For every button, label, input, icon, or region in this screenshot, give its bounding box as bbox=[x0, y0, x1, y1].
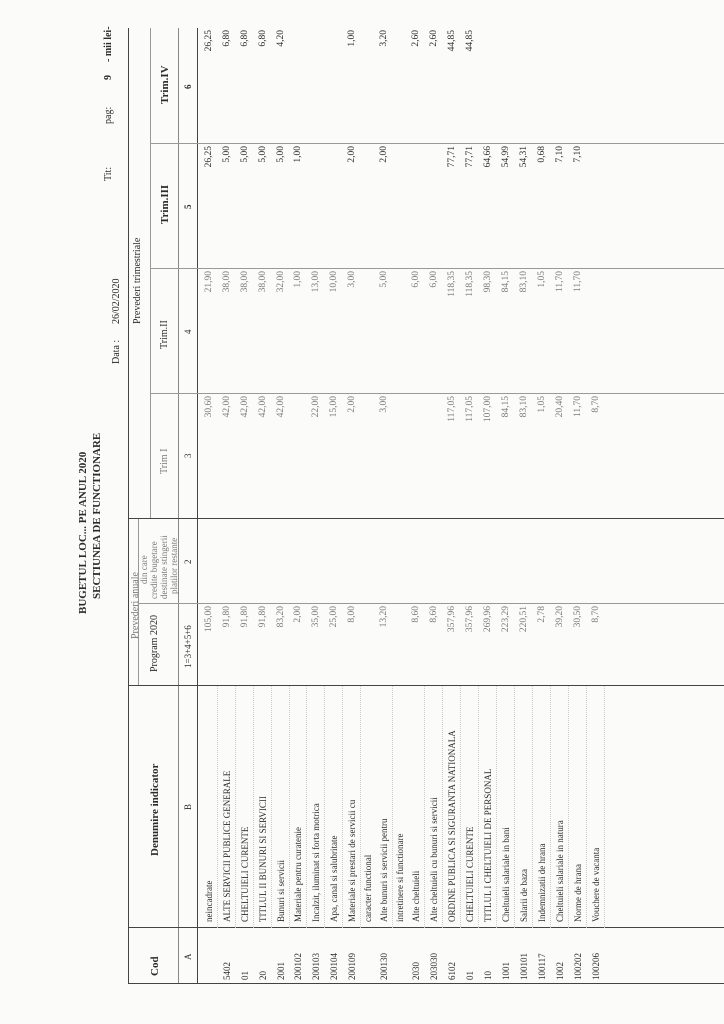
table-left-border bbox=[128, 983, 724, 984]
row-trim1: 83,10 bbox=[519, 396, 529, 418]
row-denumire: TITLUL II BUNURI SI SERVICII bbox=[258, 796, 268, 922]
col-header-denumire: Denumire indicator bbox=[149, 763, 161, 856]
row-trim2: 11,70 bbox=[555, 271, 565, 293]
row-trim3: 26,25 bbox=[204, 146, 214, 168]
col-index-a: A bbox=[183, 953, 193, 960]
table-row bbox=[442, 686, 443, 928]
row-trim1: 84,15 bbox=[501, 396, 511, 418]
row-trim1: 117,05 bbox=[447, 396, 457, 422]
col-divider-trim2 bbox=[150, 268, 724, 269]
row-trim2: 6,00 bbox=[411, 271, 421, 288]
quarter-subheader-line bbox=[150, 28, 151, 519]
row-trim3: 5,00 bbox=[258, 146, 268, 163]
row-cod: 20 bbox=[258, 971, 268, 980]
row-trim3: 54,99 bbox=[501, 146, 511, 168]
table-row bbox=[478, 686, 479, 928]
row-program-2020: 2,00 bbox=[293, 606, 303, 623]
row-program-2020: 8,00 bbox=[347, 606, 357, 623]
row-trim1: 3,00 bbox=[379, 396, 389, 413]
col-header-din-care-3: destinate stingerii bbox=[159, 535, 169, 599]
row-cod: 2030 bbox=[411, 962, 421, 980]
row-trim4: 1,00 bbox=[347, 30, 357, 47]
row-program-2020: 357,96 bbox=[447, 606, 457, 633]
row-trim1: 42,00 bbox=[222, 396, 232, 418]
row-cod: 100101 bbox=[519, 953, 529, 980]
row-trim3: 0,68 bbox=[537, 146, 547, 163]
row-trim3: 5,00 bbox=[276, 146, 286, 163]
row-trim4: 6,80 bbox=[222, 30, 232, 47]
table-row bbox=[586, 686, 587, 928]
row-program-2020: 13,20 bbox=[379, 606, 389, 628]
table-row bbox=[217, 686, 218, 928]
col-index-1: 1=3+4+5+6 bbox=[183, 625, 193, 668]
col-index-6: 6 bbox=[183, 84, 193, 89]
col-header-prevederi-anuale: Prevederi anuale bbox=[130, 572, 141, 639]
row-cod: 01 bbox=[465, 971, 475, 980]
col-divider-program bbox=[138, 603, 724, 604]
row-denumire: Alte cheltuieli bbox=[411, 870, 421, 922]
header-separator bbox=[178, 28, 179, 984]
row-cod: 1002 bbox=[555, 962, 565, 980]
date-value: 26/02/2020 bbox=[111, 278, 122, 324]
row-program-2020: 8,70 bbox=[591, 606, 601, 623]
row-trim4: 3,20 bbox=[379, 30, 389, 47]
row-trim1: 1,05 bbox=[537, 396, 547, 413]
row-cod: 200102 bbox=[293, 953, 303, 980]
row-cod: 5402 bbox=[222, 962, 232, 980]
row-trim3: 2,00 bbox=[379, 146, 389, 163]
row-denumire: Alte cheltuieli cu bunuri si servicii bbox=[429, 797, 439, 922]
col-index-4: 4 bbox=[183, 329, 193, 334]
row-program-2020: 91,80 bbox=[240, 606, 250, 628]
col-index-2: 2 bbox=[183, 559, 193, 564]
row-denumire: Materiale pentru curatenie bbox=[293, 827, 303, 922]
table-row bbox=[289, 686, 290, 928]
row-trim2: 1,05 bbox=[537, 271, 547, 288]
row-denumire: Alte bunuri si servicii pentru bbox=[379, 818, 389, 922]
row-trim3: 54,31 bbox=[519, 146, 529, 168]
row-cod: 200130 bbox=[379, 953, 389, 980]
row-denumire: Cheltuieli salariale in bani bbox=[501, 827, 511, 922]
row-trim4: 26,25 bbox=[204, 30, 214, 52]
row-trim2: 118,35 bbox=[447, 271, 457, 297]
table-row bbox=[253, 686, 254, 928]
page-number: 9 bbox=[103, 75, 114, 80]
row-denumire: Indemnizatii de hrana bbox=[537, 843, 547, 922]
col-header-prevederi-trimestriale: Prevederi trimestriale bbox=[132, 237, 143, 324]
row-trim1: 107,00 bbox=[483, 396, 493, 423]
row-trim3: 7,10 bbox=[573, 146, 583, 163]
col-index-3: 3 bbox=[183, 453, 193, 458]
row-trim3: 2,00 bbox=[347, 146, 357, 163]
row-denumire: Apa, canal si salubritate bbox=[329, 835, 339, 922]
table-row bbox=[235, 686, 236, 928]
row-denumire: Incalzit, iluminat si forta motrica bbox=[311, 803, 321, 922]
row-denumire: Cheltuieli salariale in natura bbox=[555, 820, 565, 922]
date-label: Data : bbox=[111, 339, 122, 364]
table-row bbox=[550, 686, 551, 928]
row-trim2: 84,15 bbox=[501, 271, 511, 293]
unit-label: - mii lei- bbox=[103, 26, 114, 62]
tit-label: Tit: bbox=[103, 166, 114, 181]
col-index-5: 5 bbox=[183, 204, 193, 209]
row-cod: 200103 bbox=[311, 953, 321, 980]
row-program-2020: 83,20 bbox=[276, 606, 286, 628]
row-program-2020: 269,96 bbox=[483, 606, 493, 633]
row-cod: 6102 bbox=[447, 962, 457, 980]
col-index-b: B bbox=[183, 803, 193, 810]
row-program-2020: 35,00 bbox=[311, 606, 321, 628]
row-program-2020: 30,50 bbox=[573, 606, 583, 628]
index-row-separator bbox=[197, 28, 198, 984]
row-trim2: 38,00 bbox=[222, 271, 232, 293]
row-denumire: neincadrate bbox=[204, 880, 214, 922]
row-trim2: 21,90 bbox=[204, 271, 214, 293]
table-row bbox=[568, 686, 569, 928]
row-denumire: Salarii de baza bbox=[519, 869, 529, 922]
row-cod: 10 bbox=[483, 971, 493, 980]
document-subtitle: SECTIUNEA DE FUNCTIONARE bbox=[91, 432, 103, 599]
row-program-2020: 105,00 bbox=[204, 606, 214, 633]
row-program-2020: 223,29 bbox=[501, 606, 511, 633]
row-cod: 1001 bbox=[501, 962, 511, 980]
row-trim4: 6,80 bbox=[258, 30, 268, 47]
col-header-din-care-1: din care bbox=[139, 555, 149, 584]
row-cod: 203030 bbox=[429, 953, 439, 980]
row-trim1: 8,70 bbox=[591, 396, 601, 413]
row-trim2: 6,00 bbox=[429, 271, 439, 288]
table-row bbox=[271, 686, 272, 928]
col-header-trim4: Trim.IV bbox=[159, 65, 171, 104]
row-trim4: 2,60 bbox=[429, 30, 439, 47]
row-denumire: Vouchere de vacanta bbox=[591, 847, 601, 922]
row-trim4: 2,60 bbox=[411, 30, 421, 47]
col-header-trim3: Trim.III bbox=[159, 184, 171, 224]
row-denumire-cont: intretinere si functionare bbox=[395, 833, 405, 922]
row-cod: 2001 bbox=[276, 962, 286, 980]
col-header-trim2: Trim.II bbox=[159, 320, 170, 349]
row-program-2020: 8,60 bbox=[411, 606, 421, 623]
row-trim3: 1,00 bbox=[293, 146, 303, 163]
row-denumire: Norme de hrana bbox=[573, 864, 583, 922]
table-row bbox=[496, 686, 497, 928]
col-header-program: Program 2020 bbox=[149, 615, 160, 672]
row-cod: 200104 bbox=[329, 953, 339, 980]
row-trim1: 42,00 bbox=[276, 396, 286, 418]
row-denumire: ALTE SERVICII PUBLICE GENERALE bbox=[222, 770, 232, 922]
row-trim2: 118,35 bbox=[465, 271, 475, 297]
row-trim1: 117,05 bbox=[465, 396, 475, 422]
row-trim3: 7,10 bbox=[555, 146, 565, 163]
row-trim1: 20,40 bbox=[555, 396, 565, 418]
row-trim2: 5,00 bbox=[379, 271, 389, 288]
row-program-2020: 39,20 bbox=[555, 606, 565, 628]
col-divider-annual bbox=[128, 518, 724, 519]
col-header-din-care-4: platilor restante bbox=[169, 537, 179, 594]
table-row bbox=[342, 686, 343, 928]
row-trim3: 5,00 bbox=[240, 146, 250, 163]
row-trim2: 38,00 bbox=[240, 271, 250, 293]
row-trim2: 32,00 bbox=[276, 271, 286, 293]
row-trim1: 22,00 bbox=[311, 396, 321, 418]
row-denumire: ORDINE PUBLICA SI SIGURANTA NATIONALA bbox=[447, 730, 457, 922]
table-row bbox=[532, 686, 533, 928]
row-trim2: 1,00 bbox=[293, 271, 303, 288]
table-row bbox=[360, 686, 361, 928]
row-denumire: CHELTUIELI CURENTE bbox=[240, 826, 250, 922]
table-top-border bbox=[128, 28, 129, 984]
row-program-2020: 91,80 bbox=[258, 606, 268, 628]
row-trim4: 6,80 bbox=[240, 30, 250, 47]
row-trim2: 38,00 bbox=[258, 271, 268, 293]
row-trim2: 3,00 bbox=[347, 271, 357, 288]
row-cod: 01 bbox=[240, 971, 250, 980]
row-trim1: 15,00 bbox=[329, 396, 339, 418]
col-header-trim1: Trim I bbox=[159, 448, 170, 474]
row-cod: 100202 bbox=[573, 953, 583, 980]
row-program-2020: 220,51 bbox=[519, 606, 529, 633]
table-row bbox=[392, 686, 393, 928]
row-trim3: 77,71 bbox=[447, 146, 457, 168]
row-trim1: 42,00 bbox=[240, 396, 250, 418]
row-trim3: 77,71 bbox=[465, 146, 475, 168]
row-denumire: Bunuri si servicii bbox=[276, 860, 286, 922]
row-trim2: 10,00 bbox=[329, 271, 339, 293]
row-trim2: 11,70 bbox=[573, 271, 583, 293]
table-row bbox=[424, 686, 425, 928]
row-trim4: 44,85 bbox=[465, 30, 475, 52]
document-title: BUGETUL LOC... PE ANUL 2020 bbox=[77, 451, 89, 614]
row-trim2: 13,00 bbox=[311, 271, 321, 293]
row-denumire: Materiale si prestari de servicii cu bbox=[347, 799, 357, 922]
row-program-2020: 25,00 bbox=[329, 606, 339, 628]
table-row bbox=[306, 686, 307, 928]
row-denumire: CHELTUIELI CURENTE bbox=[465, 826, 475, 922]
table-row bbox=[324, 686, 325, 928]
row-trim2: 83,10 bbox=[519, 271, 529, 293]
table-row bbox=[460, 686, 461, 928]
page-label: pag: bbox=[103, 106, 114, 124]
row-program-2020: 2,78 bbox=[537, 606, 547, 623]
col-divider-trim3 bbox=[150, 143, 724, 144]
row-trim2: 98,30 bbox=[483, 271, 493, 293]
row-trim4: 44,85 bbox=[447, 30, 457, 52]
row-cod: 100206 bbox=[591, 953, 601, 980]
col-divider-trim1 bbox=[150, 393, 724, 394]
table-row bbox=[514, 686, 515, 928]
row-trim3: 64,66 bbox=[483, 146, 493, 168]
row-program-2020: 91,80 bbox=[222, 606, 232, 628]
col-header-din-care-2: credite bugetare bbox=[149, 541, 159, 599]
row-trim4: 4,20 bbox=[276, 30, 286, 47]
col-header-cod: Cod bbox=[149, 956, 161, 976]
row-program-2020: 8,60 bbox=[429, 606, 439, 623]
row-trim1: 30,60 bbox=[204, 396, 214, 418]
row-denumire: TITLUL I CHELTUIELI DE PERSONAL bbox=[483, 768, 493, 922]
row-program-2020: 357,96 bbox=[465, 606, 475, 633]
row-trim1: 11,70 bbox=[573, 396, 583, 418]
row-trim1: 42,00 bbox=[258, 396, 268, 418]
table-row bbox=[604, 686, 605, 928]
row-trim3: 5,00 bbox=[222, 146, 232, 163]
row-trim1: 2,00 bbox=[347, 396, 357, 413]
row-cod: 100117 bbox=[537, 953, 547, 980]
row-denumire-cont: caracter functional bbox=[363, 854, 373, 922]
row-cod: 200109 bbox=[347, 953, 357, 980]
